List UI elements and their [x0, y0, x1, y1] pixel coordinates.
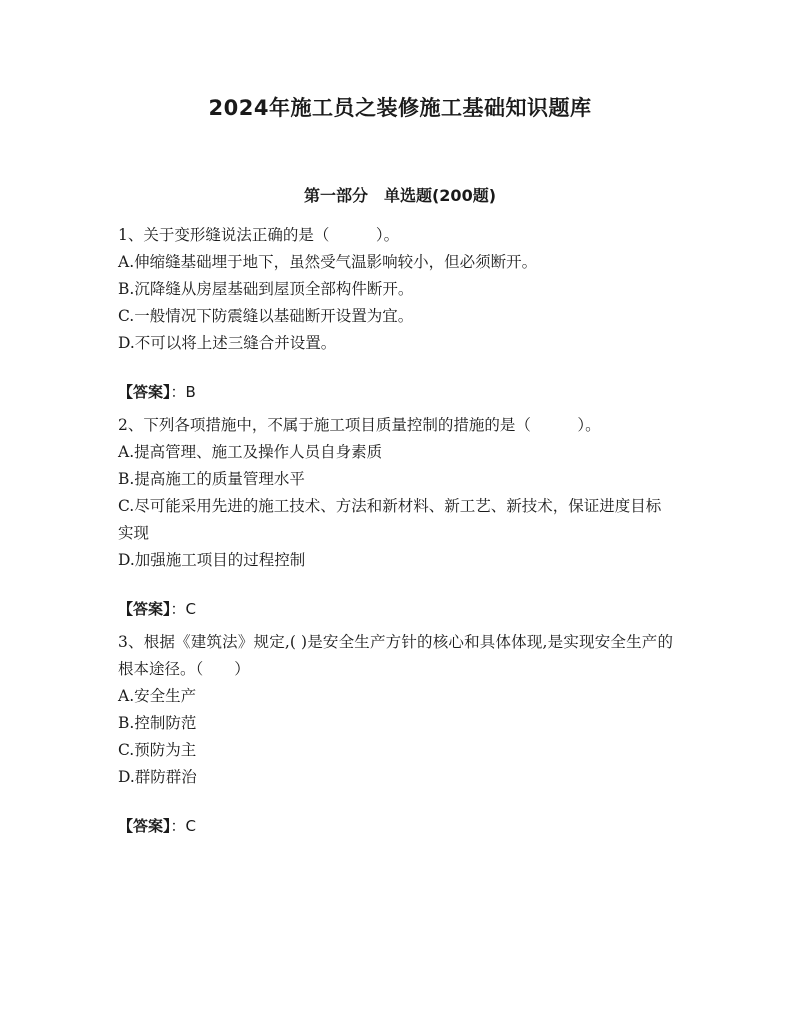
question-2: [118, 412, 673, 623]
option-c: C.一般情况下防震缝以基础断开设置为宜。: [118, 307, 414, 325]
answer-separator: ：: [170, 383, 186, 401]
question-stem: 2、下列各项措施中，不属于施工项目质量控制的措施的是（ ）。: [118, 416, 601, 434]
question-3: [118, 629, 673, 840]
option-a: A.安全生产: [118, 687, 197, 705]
answer-line: [118, 596, 673, 623]
answer-line: [118, 813, 673, 840]
answer-label: 【答案】: [118, 383, 171, 401]
answer-separator: ：: [170, 600, 186, 618]
option-d: D.不可以将上述三缝合并设置。: [118, 334, 337, 352]
section-title: 第一部分 单选题(200题): [303, 186, 497, 205]
question-1: [118, 222, 673, 406]
option-d: D.加强施工项目的过程控制: [118, 551, 306, 569]
answer-label: 【答案】: [118, 817, 171, 835]
option-d: D.群防群治: [118, 768, 197, 786]
question-stem: 1、关于变形缝说法正确的是（ ）。: [118, 226, 400, 244]
answer-separator: ：: [170, 817, 186, 835]
option-a: A.伸缩缝基础埋于地下，虽然受气温影响较小，但必须断开。: [118, 253, 538, 271]
question-list: [118, 222, 673, 846]
answer-value: C: [185, 600, 197, 618]
option-b: B.提高施工的质量管理水平: [118, 470, 305, 488]
answer-value: C: [185, 817, 197, 835]
option-c: C.尽可能采用先进的施工技术、方法和新材料、新工艺、新技术，保证进度目标实现: [118, 497, 662, 542]
answer-value: B: [185, 383, 196, 401]
option-a: A.提高管理、施工及操作人员自身素质: [118, 443, 383, 461]
document-title: 2024年施工员之装修施工基础知识题库: [208, 96, 592, 120]
option-c: C.预防为主: [118, 741, 197, 759]
question-stem: 3、根据《建筑法》规定,( )是安全生产方针的核心和具体体现,是实现安全生产的根本途径。（ ）: [118, 633, 673, 678]
answer-line: [118, 379, 673, 406]
option-b: B.沉降缝从房屋基础到屋顶全部构件断开。: [118, 280, 414, 298]
option-b: B.控制防范: [118, 714, 197, 732]
answer-label: 【答案】: [118, 600, 171, 618]
